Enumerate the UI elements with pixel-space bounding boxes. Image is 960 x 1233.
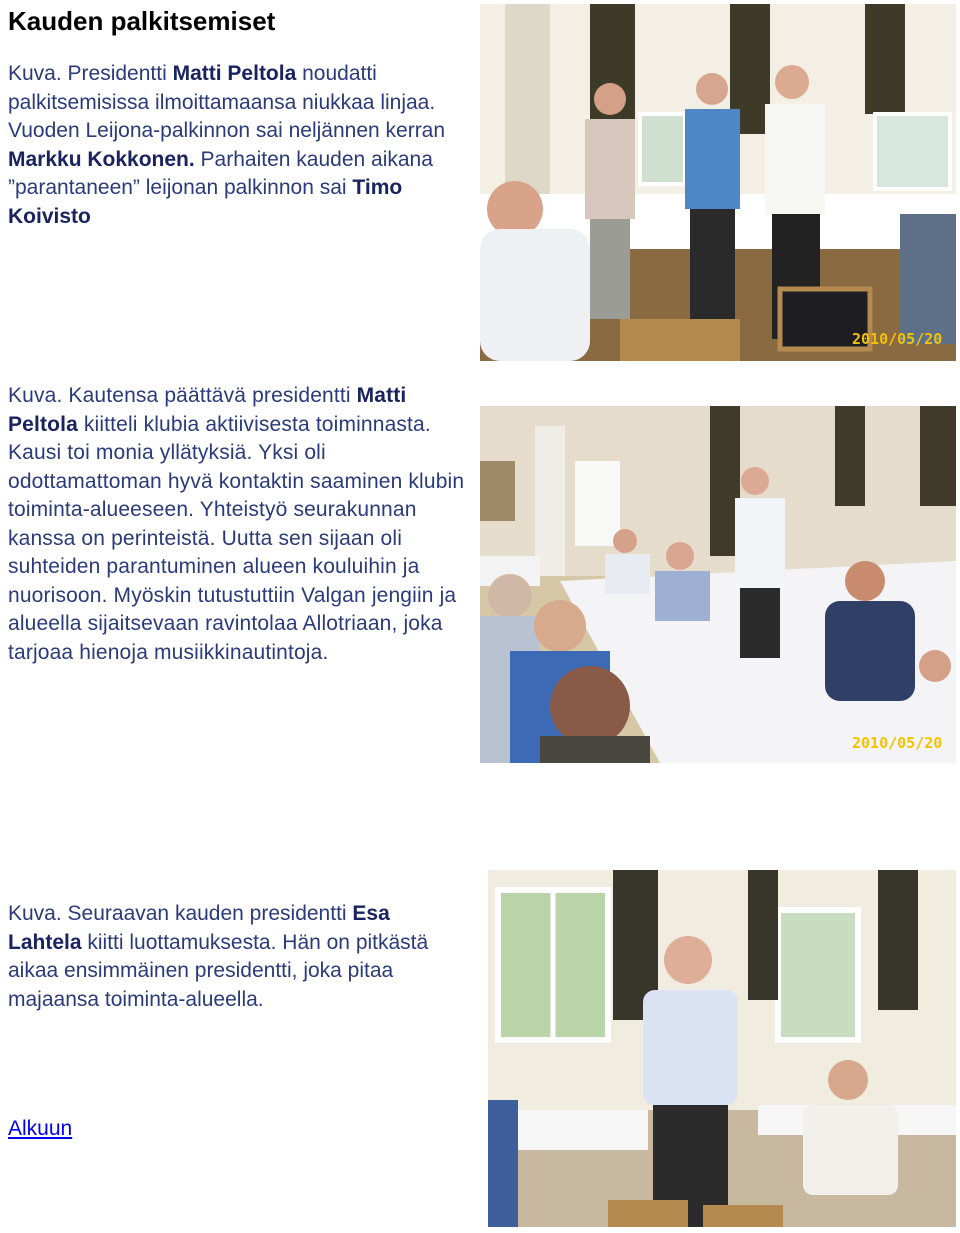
caption-text: kiitteli klubia aktiivisesta toiminnasta. Kausi toi monia yllätyksiä. Yksi oli odottamattoman hyvä kontaktin saaminen klubin toiminta-alueeseen. Yhteistyö seurakunnan kanssa on perinteistä. Uutta sen sijaan oli suhteiden parantuminen alueen kouluihin ja nuorisoon. Myöskin tutustuttiin Valgan jengiin ja alueella sijaitsevaan ravintolaa Allotriaan, joka tarjoaa hienoja musiikkinautintoja. (8, 412, 465, 664)
caption-text: Kuva. Seuraavan kauden presidentti (8, 902, 353, 925)
caption-name: Matti Peltola (172, 62, 297, 85)
caption-awards (8, 60, 448, 231)
caption-name: Timo Koivisto (8, 176, 403, 228)
photo-award-ceremony (480, 4, 956, 361)
caption-text: noudatti palkitsemisissa ilmoittamaansa niukkaa linjaa. Vuoden Leijona-palkinnon sai neljännen kerran (8, 62, 446, 142)
photo2-date-stamp: 2010/05/20 (852, 734, 943, 752)
caption-text: Kuva. Kautensa päättävä presidentti (8, 384, 357, 407)
caption-next-president (8, 900, 468, 1014)
photo-next-president (488, 870, 956, 1227)
caption-text: Parhaiten kauden aikana ”parantaneen” leijonan palkinnon sai (8, 147, 433, 199)
caption-text: kiitti luottamuksesta. Hän on pitkästä aikaa ensimmäinen presidentti, joka pitaa majaansa toiminta-alueella. (8, 930, 429, 1011)
caption-name: Matti Peltola (8, 384, 407, 436)
caption-name: Markku Kokkonen. (8, 147, 195, 171)
photo1-date-stamp: 2010/05/20 (852, 330, 943, 348)
back-to-top-link[interactable]: Alkuun (8, 1117, 73, 1140)
page-title: Kauden palkitsemiset (8, 6, 276, 36)
caption-president-thanks (8, 382, 468, 667)
caption-name: Esa Lahtela (8, 902, 390, 954)
caption-text: Kuva. Presidentti (8, 62, 173, 85)
photo-dinner-table (480, 406, 956, 763)
